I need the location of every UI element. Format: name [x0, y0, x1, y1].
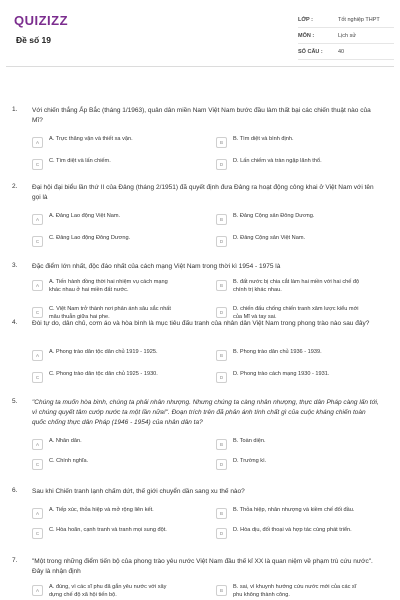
- option-text: D. Đảng Cộng sản Việt Nam.: [233, 235, 306, 241]
- question-text: Đại hội đại biểu lần thứ II của Đảng (tháng 2/1951) đã quyết định đưa Đảng ra hoạt động công khai ở Việt Nam với tên gọi là: [32, 184, 374, 201]
- option-key-box: A: [32, 585, 43, 596]
- option-key-box: D: [216, 372, 227, 383]
- option-key-box: A: [32, 280, 43, 291]
- option-key-box: A: [32, 137, 43, 148]
- option-text: C. Đảng Lao động Đông Dương.: [49, 235, 131, 241]
- option-d[interactable]: [216, 235, 363, 249]
- quizizz-logo: QUIZIZZ: [14, 13, 69, 28]
- option-text: B. Thỏa hiệp, nhân nhượng và kiềm chế đối đầu.: [233, 507, 355, 513]
- option-text: C. Chính nghĩa.: [49, 458, 89, 464]
- option-text: A. Tiến hành đồng thời hai nhiệm vụ cách mạng khác nhau ở hai miền đất nước.: [49, 279, 168, 293]
- option-key-box: D: [216, 159, 227, 170]
- option-text: C. Tìm diệt và lấn chiếm.: [49, 158, 111, 164]
- option-key-box: C: [32, 528, 43, 539]
- question-text: Với chiến thắng Ấp Bắc (tháng 1/1963), quân dân miền Nam Việt Nam bước đầu làm thất bại các chiến thuật nào của Mĩ?: [32, 107, 371, 124]
- info-row-class: [298, 12, 394, 28]
- option-a[interactable]: [32, 438, 179, 452]
- option-key-box: B: [216, 280, 227, 291]
- option-key-box: C: [32, 159, 43, 170]
- option-text: C. Việt Nam trở thành nơi phản ánh sâu sắc nhất mâu thuẫn giữa hai phe.: [49, 306, 171, 320]
- option-key-box: C: [32, 236, 43, 247]
- info-label: MÔN :: [298, 32, 315, 39]
- option-text: A. đúng, vì các sĩ phu đã gắn yêu nước với xây dựng chế độ xã hội tiến bộ.: [49, 584, 167, 598]
- option-a[interactable]: [32, 279, 179, 299]
- info-value: 40: [338, 48, 345, 55]
- question-number: 2.: [12, 183, 18, 190]
- question-number: 5.: [12, 398, 18, 405]
- option-text: A. Phong trào dân tộc dân chủ 1919 - 1925.: [49, 349, 158, 355]
- question-number: 1.: [12, 106, 18, 113]
- option-key-box: B: [216, 508, 227, 519]
- option-text: B. đất nước bị chia cắt làm hai miền với hai chế độ chính trị khác nhau.: [233, 279, 360, 293]
- exam-title: Đề số 19: [16, 35, 51, 45]
- option-key-box: B: [216, 439, 227, 450]
- option-b[interactable]: [216, 584, 363, 600]
- option-key-box: A: [32, 214, 43, 225]
- option-key-box: C: [32, 372, 43, 383]
- option-text: C. Phong trào dân tộc dân chủ 1925 - 1930.: [49, 371, 158, 377]
- option-d[interactable]: [216, 458, 363, 472]
- info-row-question-count: [298, 44, 394, 60]
- option-text: A. Trực thăng vận và thiết xa vận.: [49, 136, 133, 142]
- option-c[interactable]: [32, 235, 179, 249]
- option-b[interactable]: [216, 136, 363, 150]
- question-text: Đặc điểm lớn nhất, độc đáo nhất của cách mạng Việt Nam trong thời kì 1954 - 1975 là: [32, 263, 281, 270]
- option-key-box: A: [32, 508, 43, 519]
- option-key-box: D: [216, 528, 227, 539]
- option-key-box: C: [32, 459, 43, 470]
- option-text: D. Lấn chiếm và tràn ngập lãnh thổ.: [233, 158, 322, 164]
- exam-info-panel: [298, 12, 394, 60]
- question-number: 3.: [12, 262, 18, 269]
- question-text: Sau khi Chiến tranh lạnh chấm dứt, thế giới chuyển dần sang xu thế nào?: [32, 488, 245, 495]
- option-key-box: D: [216, 307, 227, 318]
- option-b[interactable]: [216, 279, 363, 299]
- option-d[interactable]: [216, 371, 363, 385]
- option-key-box: B: [216, 585, 227, 596]
- question-text: "Chúng ta muốn hòa bình, chúng ta phải nhân nhượng. Nhưng chúng ta càng nhân nhượng, thực dân Pháp càng lấn tới, vì chúng quyết tâm cướp nước ta một lần nữa!". Đoạn trích trên đã phản ánh tính chất gì của cuộc kháng chiến toàn quốc chống thực dân Pháp (1946 - 1954) của nhân dân ta?: [32, 399, 379, 426]
- option-a[interactable]: [32, 213, 179, 227]
- question-text: "Một trong những điểm tiến bộ của phong trào yêu nước Việt Nam đầu thế kỉ XX là quan niệm về phạm trù cứu nước". Đây là nhận định: [32, 558, 373, 575]
- option-text: A. Đảng Lao động Việt Nam.: [49, 213, 121, 219]
- question-text: Đòi tự do, dân chủ, cơm áo và hòa bình là mục tiêu đấu tranh của nhân dân Việt Nam trong phong trào nào sau đây?: [32, 320, 370, 327]
- option-key-box: B: [216, 214, 227, 225]
- option-c[interactable]: [32, 458, 179, 472]
- option-text: D. Trường kì.: [233, 458, 267, 464]
- option-a[interactable]: [32, 584, 179, 600]
- info-label: SỐ CÂU :: [298, 48, 323, 55]
- worksheet-header: [0, 0, 400, 62]
- question-number: 4.: [12, 319, 18, 326]
- option-b[interactable]: [216, 507, 363, 521]
- option-text: B. sai, vì khuynh hướng cứu nước mới của các sĩ phu không thành công.: [233, 584, 357, 598]
- option-key-box: D: [216, 236, 227, 247]
- option-text: D. Phong trào cách mạng 1930 - 1931.: [233, 371, 330, 377]
- option-a[interactable]: [32, 349, 179, 363]
- option-text: C. Hòa hoãn, cạnh tranh và tranh mọi sung đột.: [49, 527, 167, 533]
- option-a[interactable]: [32, 136, 179, 150]
- option-text: B. Tìm diệt và bình định.: [233, 136, 294, 142]
- question-number: 7.: [12, 557, 18, 564]
- option-text: A. Tiếp xúc, thỏa hiệp và mở rộng liên kết.: [49, 507, 154, 513]
- option-key-box: A: [32, 350, 43, 361]
- info-value: Lịch sử: [338, 32, 357, 39]
- option-c[interactable]: [32, 371, 179, 385]
- option-key-box: C: [32, 307, 43, 318]
- option-text: A. Nhân dân.: [49, 438, 82, 444]
- option-text: B. Toàn diện.: [233, 438, 266, 444]
- info-row-subject: [298, 28, 394, 44]
- info-value: Tốt nghiệp THPT: [338, 16, 380, 23]
- option-d[interactable]: [216, 158, 363, 172]
- option-key-box: B: [216, 137, 227, 148]
- option-key-box: A: [32, 439, 43, 450]
- option-b[interactable]: [216, 349, 363, 363]
- option-text: B. Phong trào dân chủ 1936 - 1939.: [233, 349, 322, 355]
- option-a[interactable]: [32, 507, 179, 521]
- option-d[interactable]: [216, 527, 363, 541]
- option-text: D. chiến đấu chống chiến tranh xâm lược kiểu mới của Mĩ và tay sai.: [233, 306, 359, 320]
- header-divider: [6, 66, 394, 67]
- option-c[interactable]: [32, 158, 179, 172]
- info-label: LỚP :: [298, 16, 313, 23]
- option-b[interactable]: [216, 438, 363, 452]
- option-text: D. Hòa dịu, đối thoại và hợp tác cùng phát triển.: [233, 527, 352, 533]
- question-number: 6.: [12, 487, 18, 494]
- option-key-box: D: [216, 459, 227, 470]
- option-text: B. Đảng Cộng sản Đông Dương.: [233, 213, 315, 219]
- option-c[interactable]: [32, 527, 179, 541]
- option-key-box: B: [216, 350, 227, 361]
- option-b[interactable]: [216, 213, 363, 227]
